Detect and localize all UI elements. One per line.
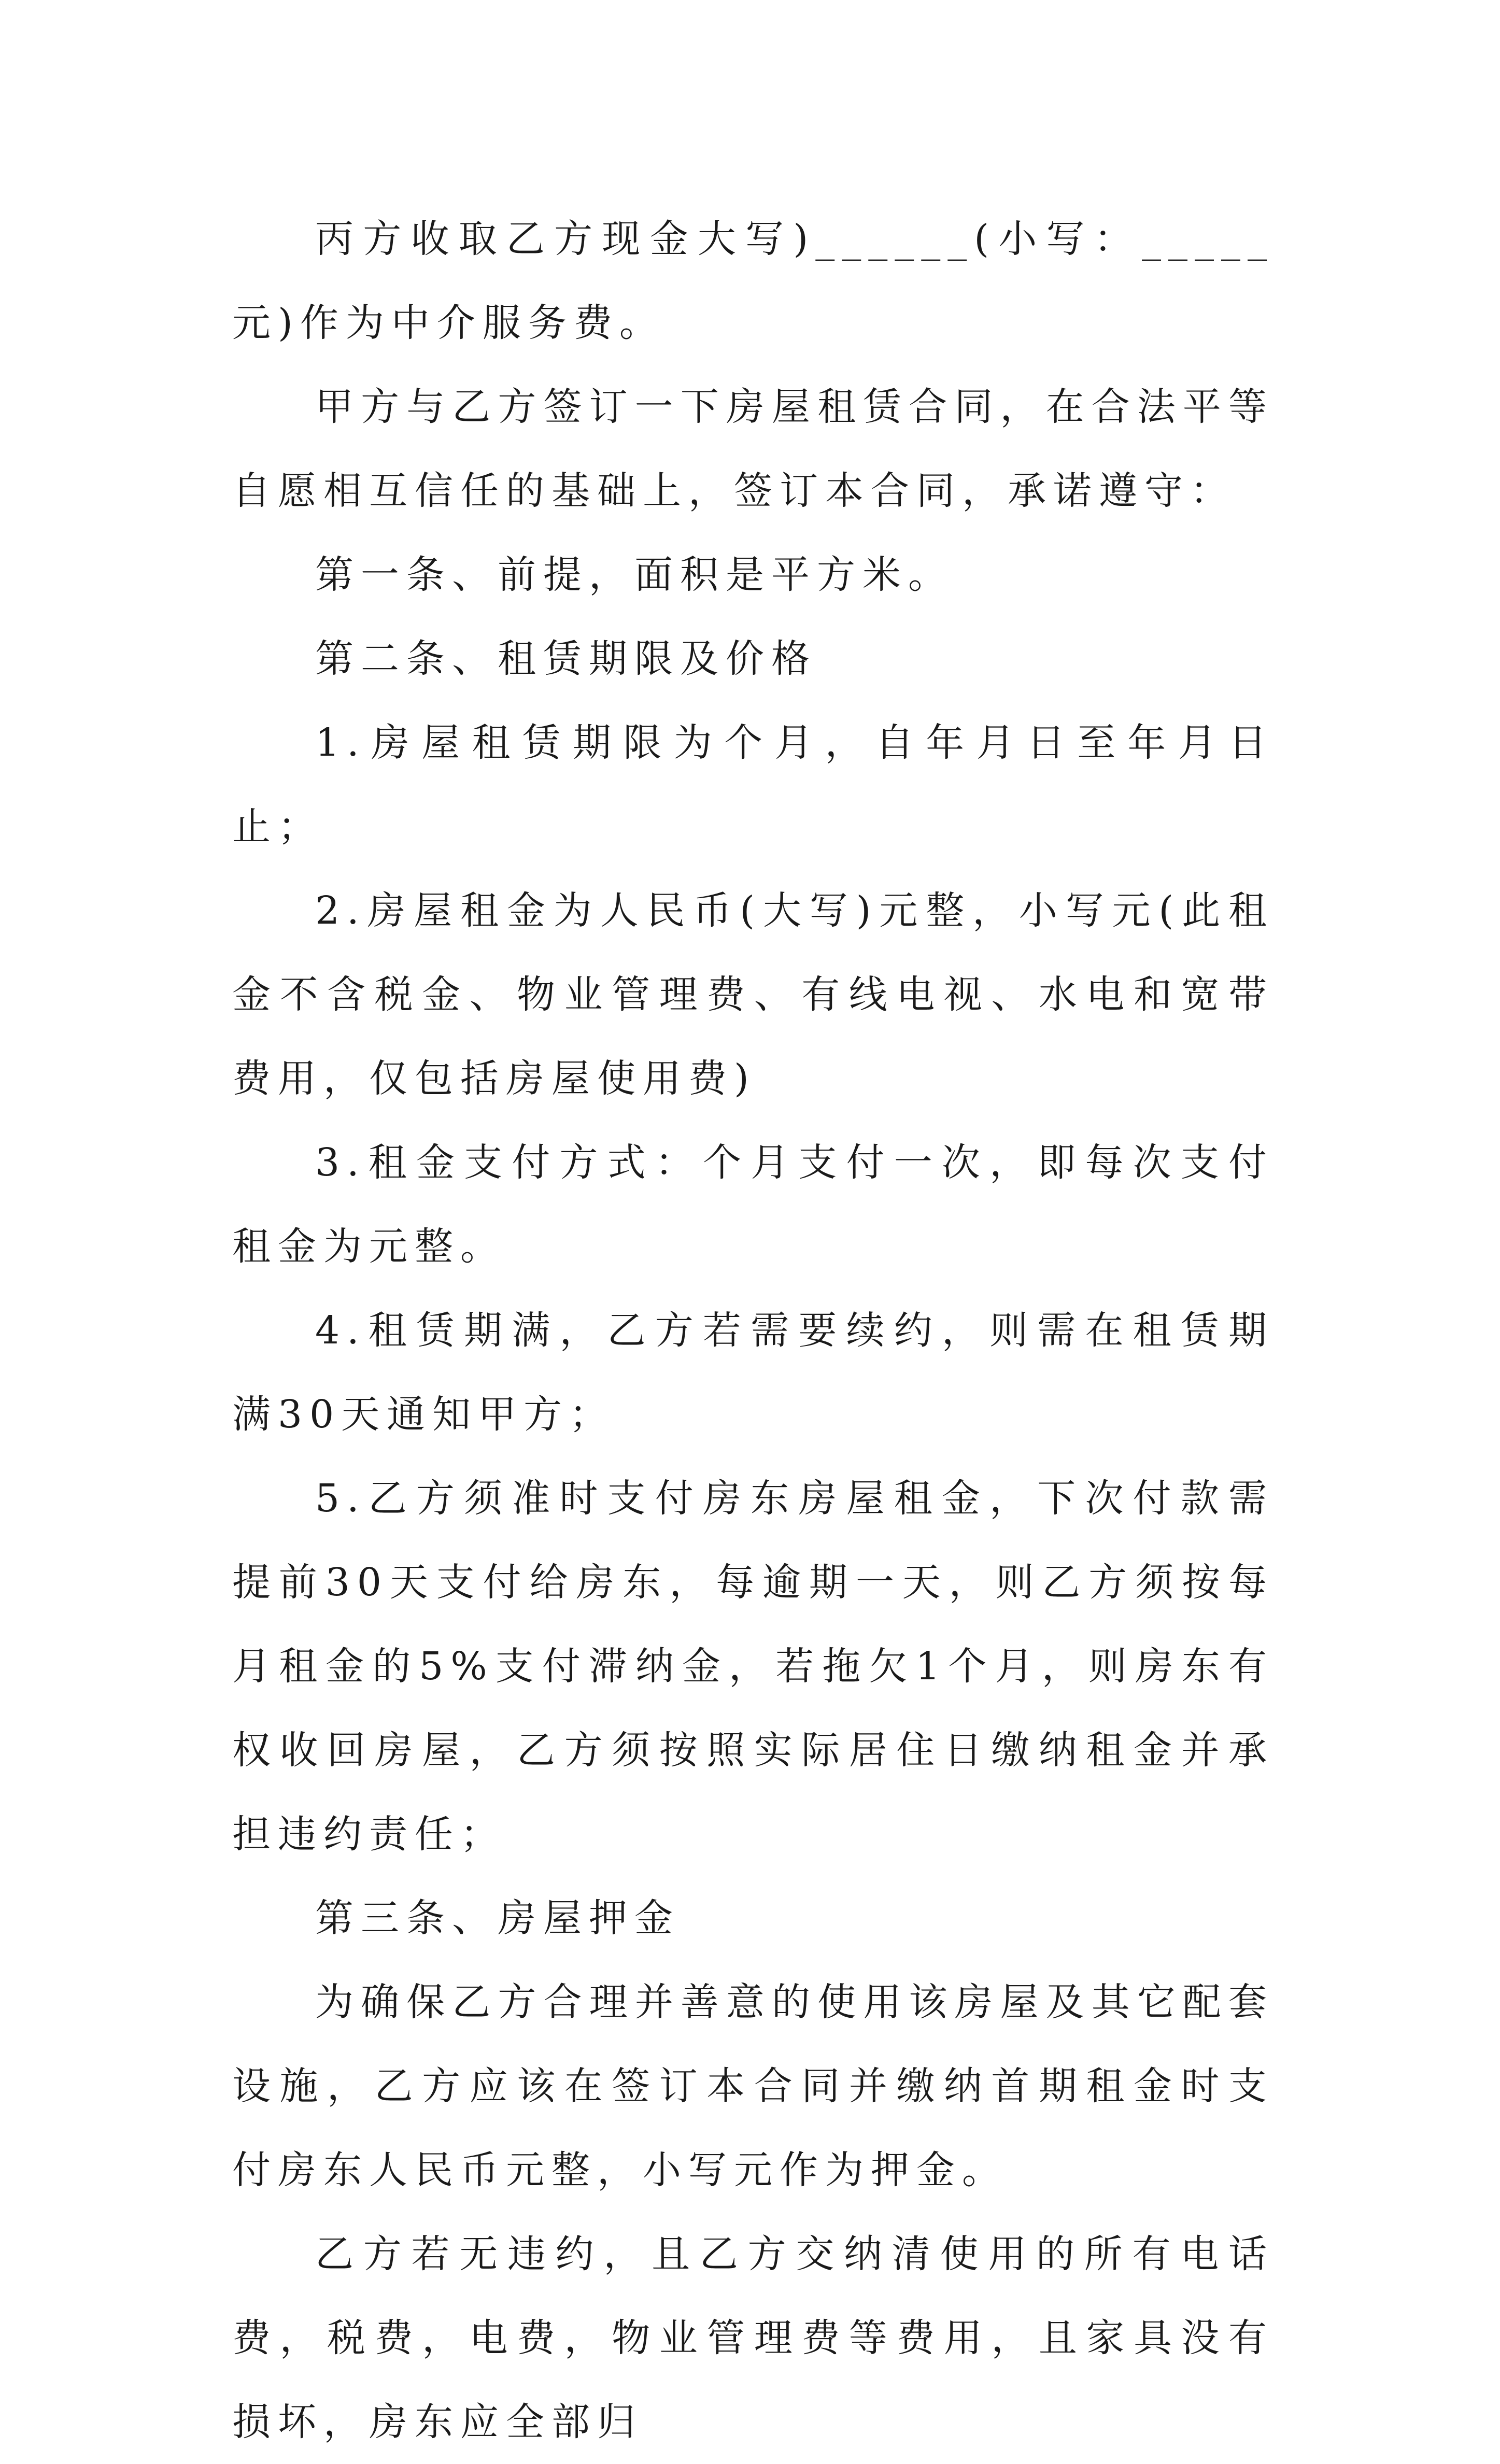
paragraph-agency-fee: 丙方收取乙方现金大写)______(小写：_____元)作为中介服务费。: [232, 217, 1274, 345]
document-body: [232, 0, 1274, 2464]
paragraph-deposit: 为确保乙方合理并善意的使用该房屋及其它配套设施，乙方应该在签订本合同并缴纳首期租金时支付房东人民币元整，小写元作为押金。: [232, 1980, 1274, 2192]
paragraph-renewal: 4.租赁期满，乙方若需要续约，则需在租赁期满30天通知甲方；: [232, 1308, 1274, 1437]
heading-article-2: 第二条、租赁期限及价格: [315, 636, 817, 681]
paragraph-late-payment: 5.乙方须准时支付房东房屋租金，下次付款需提前30天支付给房东，每逾期一天，则乙方须按每月租金的5%支付滞纳金，若拖欠1个月，则房东有权收回房屋，乙方须按照实际居住日缴纳租金并承担违约责任；: [232, 1476, 1274, 1857]
heading-article-3: 第三条、房屋押金: [315, 1896, 680, 1941]
paragraph-rent-amount: 2.房屋租金为人民币(大写)元整，小写元(此租金不含税金、物业管理费、有线电视、水电和宽带费用，仅包括房屋使用费): [232, 888, 1274, 1101]
paragraph-deposit-return: 乙方若无违约，且乙方交纳清使用的所有电话费，税费，电费，物业管理费等费用，且家具没有损坏，房东应全部归: [232, 2232, 1274, 2444]
paragraph-article-1: 第一条、前提，面积是平方米。: [315, 553, 954, 597]
paragraph-lease-term: 1.房屋租赁期限为个月，自年月日至年月日止；: [232, 720, 1274, 849]
paragraph-payment-method: 3.租金支付方式：个月支付一次，即每次支付租金为元整。: [232, 1140, 1274, 1269]
paragraph-contract-intro: 甲方与乙方签订一下房屋租赁合同，在合法平等自愿相互信任的基础上，签订本合同，承诺遵守：: [232, 385, 1274, 513]
